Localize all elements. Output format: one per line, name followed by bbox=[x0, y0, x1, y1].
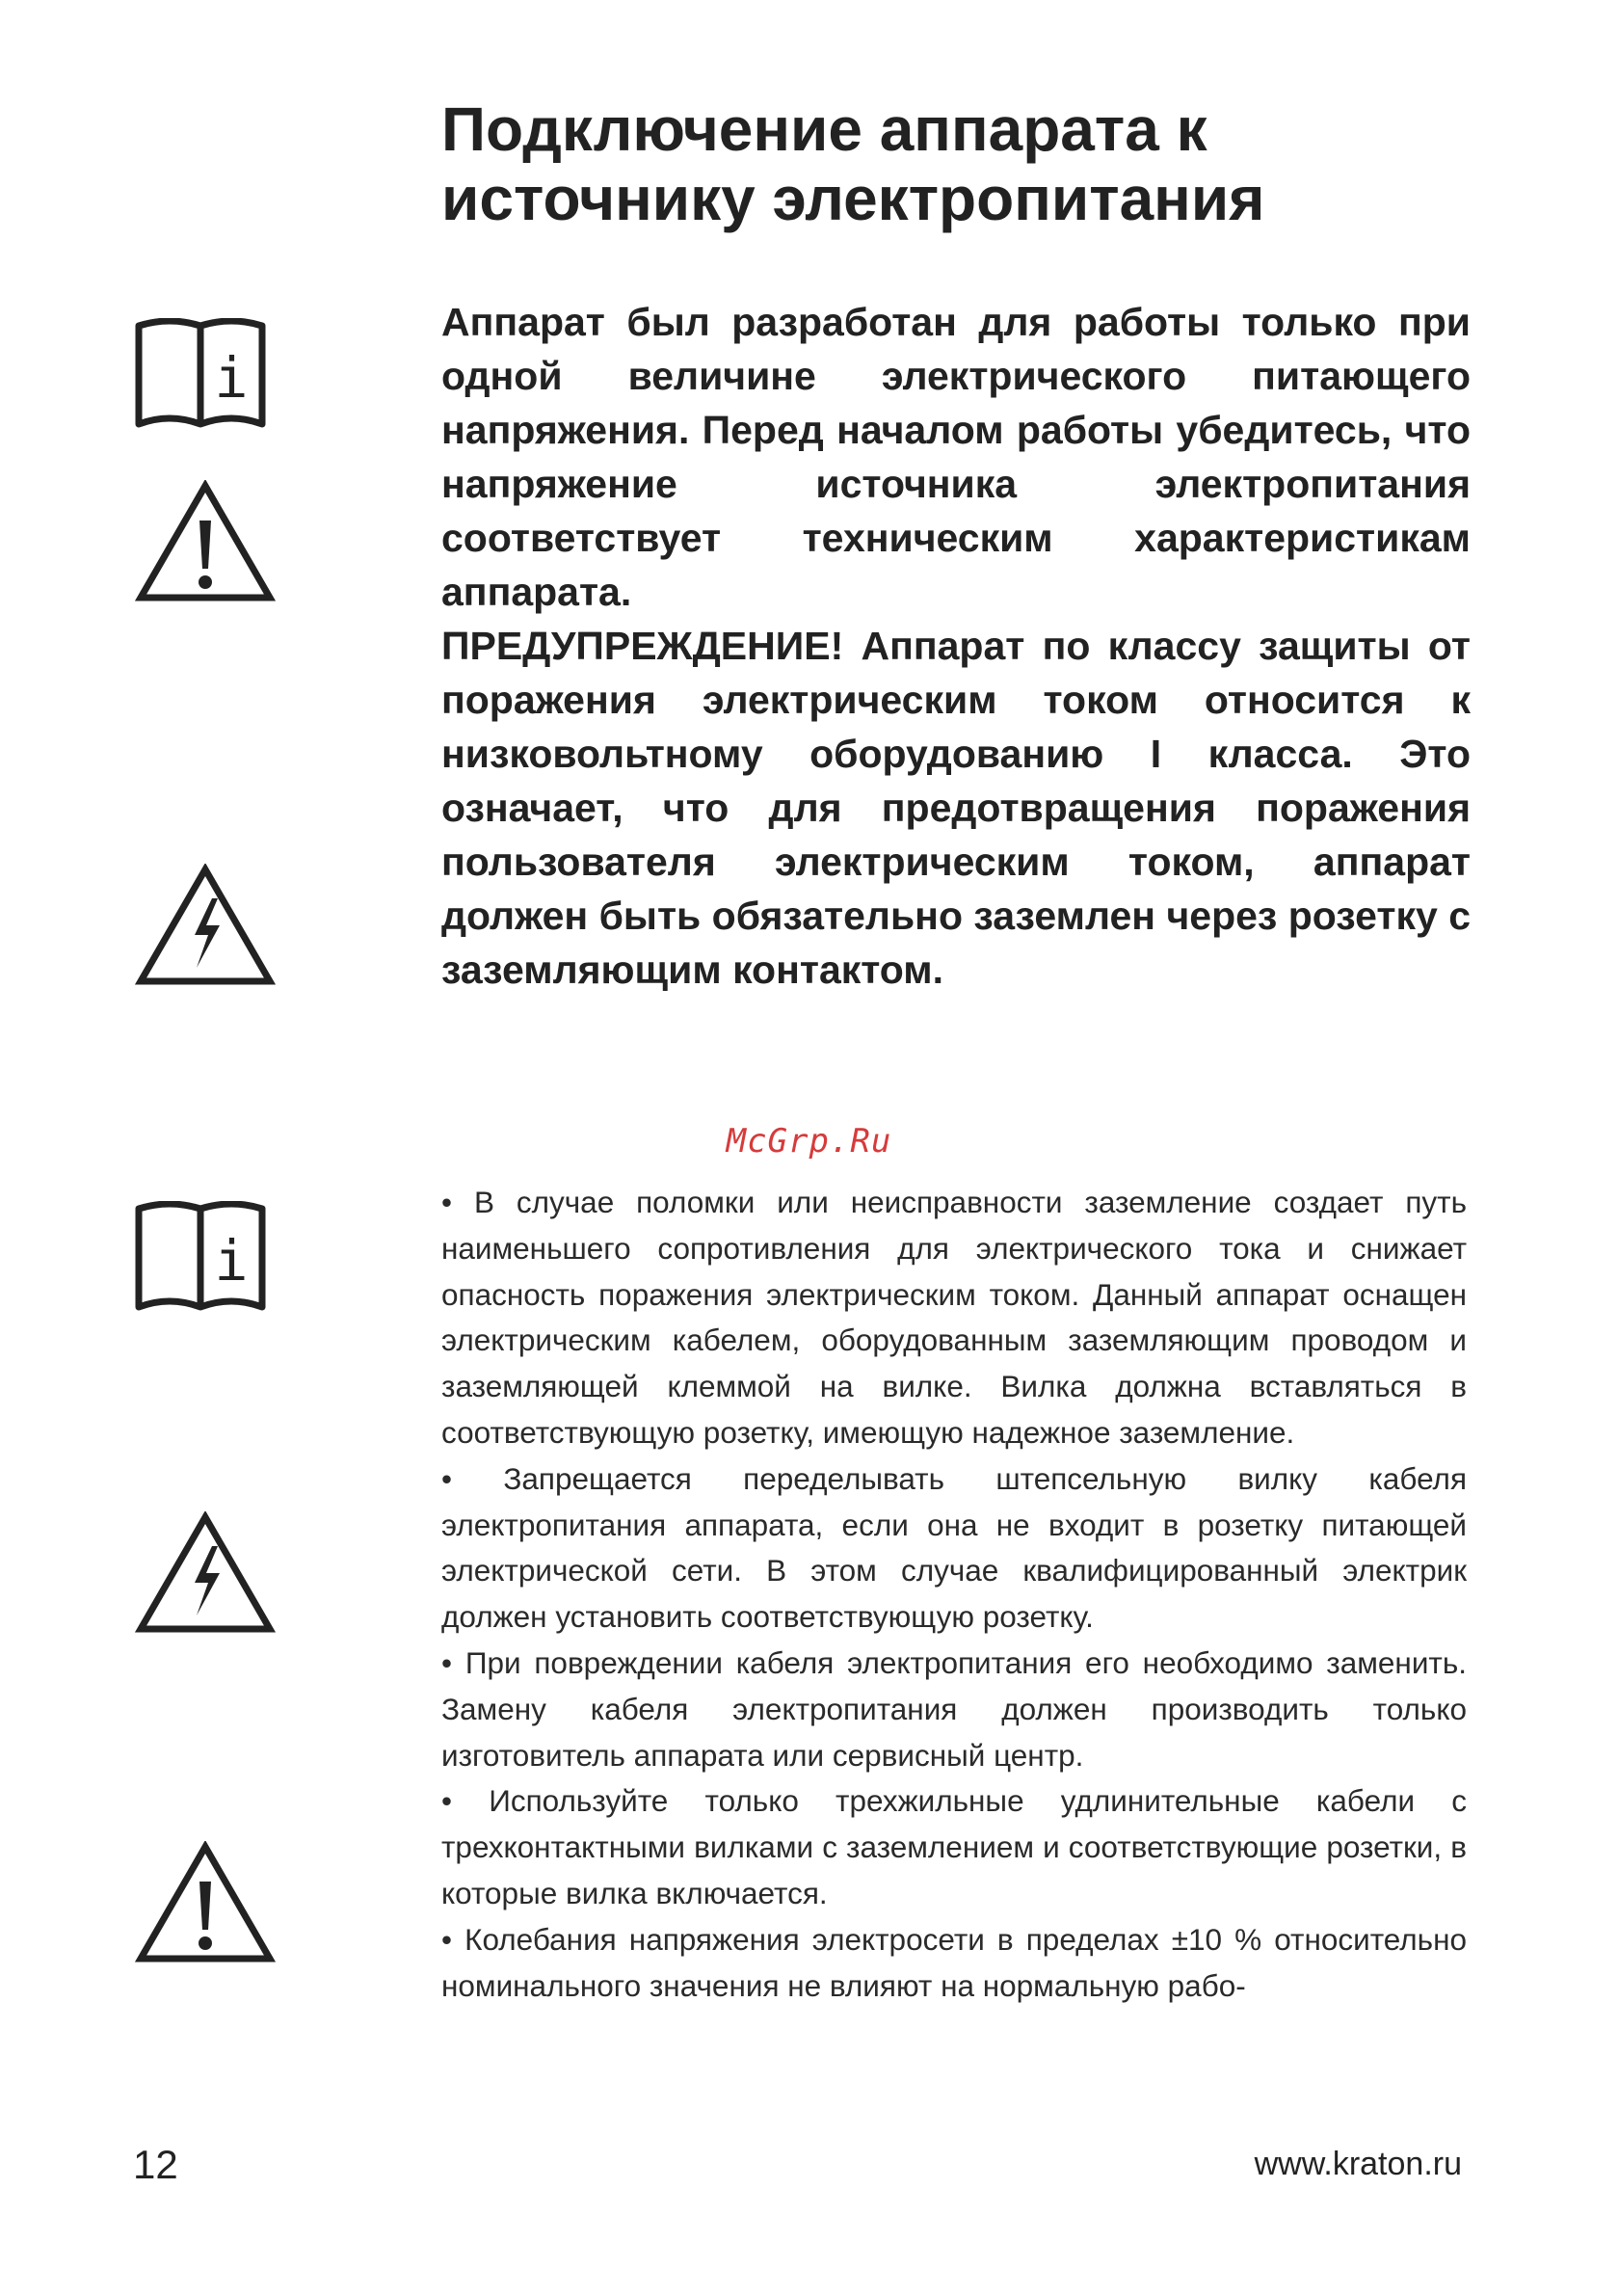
bullet-item: • Используйте только трехжильные удлинительные кабели с трехконтактными вилками с заземлением и соответствующие розетки, в которые вилка включается. bbox=[441, 1783, 1467, 1910]
warning-paragraph: ПРЕДУПРЕЖДЕНИЕ! Аппарат по классу защиты от поражения электрическим током относится к низковольтному оборудованию I класса. Это означает, что для предотвращения поражения пользователя электрическим током, аппарат должен быть обязательно заземлен через розетку с заземляющим контактом. bbox=[441, 624, 1471, 992]
warning-block bbox=[441, 295, 1471, 997]
info-book-icon bbox=[133, 1201, 268, 1315]
bullet-item: • При повреждении кабеля электропитания его необходимо заменить. Замену кабеля электропитания должен производить только изготовитель аппарата или сервисный центр. bbox=[441, 1644, 1467, 1773]
watermark: McGrp.Ru bbox=[726, 1122, 892, 1161]
exclamation-warning-icon bbox=[135, 480, 276, 603]
electric-shock-icon bbox=[135, 864, 276, 987]
page-title bbox=[441, 94, 1501, 233]
svg-text:i: i bbox=[214, 345, 249, 411]
bullet-item: • В случае поломки или неисправности заземление создает путь наименьшего сопротивления для электрического тока и снижает опасность поражения электрическим током. Данный аппарат оснащен электрическим кабелем, оборудованным заземляющим проводом и заземляющей клеммой на вилке. Вилка должна вставляться в соответствующую розетку, имеющую надежное заземление. bbox=[441, 1185, 1467, 1450]
electric-shock-icon bbox=[135, 1511, 276, 1635]
bullet-item: • Запрещается переделывать штепсельную вилку кабеля электропитания аппарата, если она не входит в розетку питающей электрической сети. В этом случае квалифицированный электрик должен установить соответствующую розетку. bbox=[441, 1460, 1467, 1635]
info-book-icon bbox=[133, 318, 268, 432]
svg-text:i: i bbox=[214, 1228, 249, 1294]
bullet-item: • Колебания напряжения электросети в пределах ±10 % относительно номинального значения не влияют на нормальную рабо- bbox=[441, 1921, 1467, 2003]
exclamation-warning-icon bbox=[135, 1841, 276, 1964]
bullet-list bbox=[441, 1180, 1467, 2009]
title-line-1: Подключение аппарата к bbox=[441, 94, 1207, 164]
page-number: 12 bbox=[133, 2142, 178, 2187]
intro-paragraph: Аппарат был разработан для работы только при одной величине электрического питающего напряжения. Перед началом работы убедитесь, что напряжение источника электропитания соответствует техническим характеристикам аппарата. bbox=[441, 300, 1471, 614]
title-line-2: источнику электропитания bbox=[441, 164, 1265, 233]
website-link[interactable]: www.kraton.ru bbox=[1254, 2146, 1462, 2182]
